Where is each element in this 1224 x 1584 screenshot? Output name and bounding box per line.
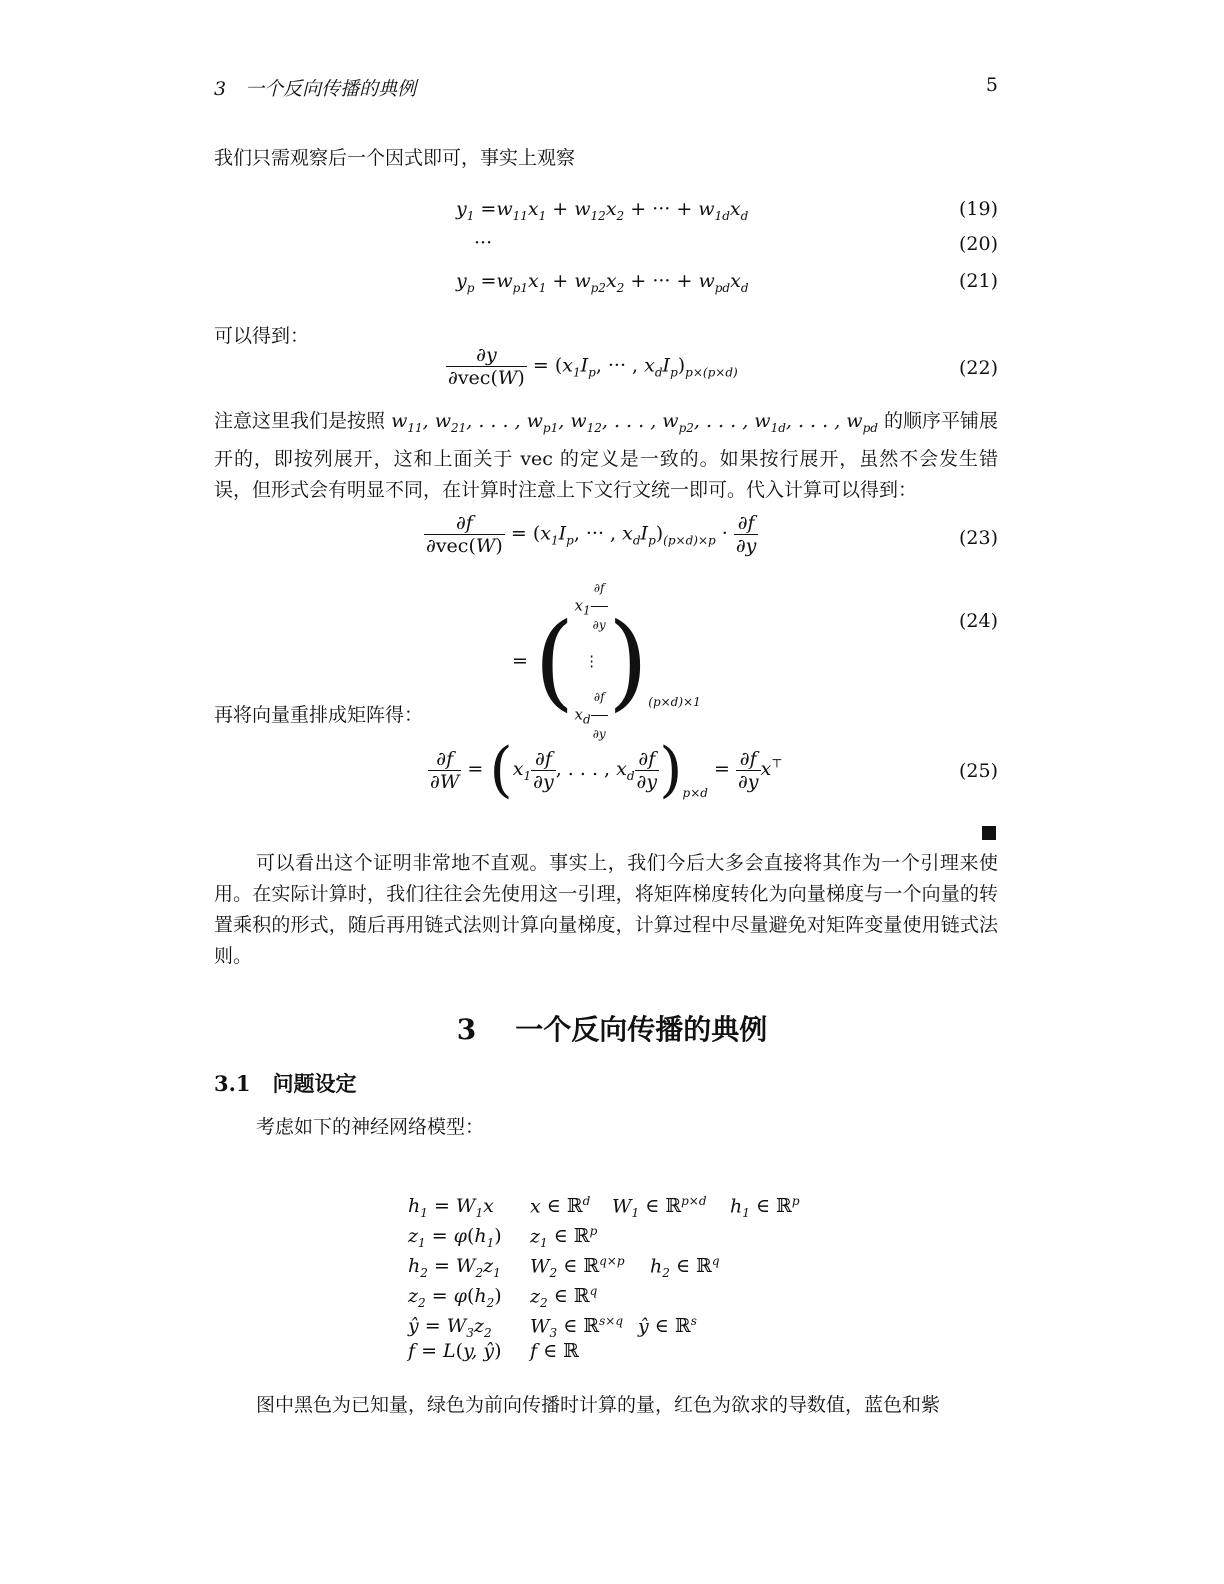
equation-20: ··· xyxy=(474,232,493,254)
paragraph: 再将向量重排成矩阵得： xyxy=(214,704,424,726)
model-row: $h_2 = W_2z_1$ $W_2$ ∈ ℝ$^{q\times p}$ $h_2$ ∈ ℝ$^q$ xyxy=(408,1254,720,1281)
paragraph: 考虑如下的神经网络模型： xyxy=(256,1116,485,1138)
model-row: $h_1 = W_1x$ x ∈ ℝ$^d$ $W_1$ ∈ ℝ$^{p\times d}$ $h_1$ ∈ ℝ$^p$ xyxy=(408,1194,800,1221)
running-header: 3 一个反向传播的典例 xyxy=(214,78,417,100)
section-title xyxy=(0,1008,1224,1048)
paragraph xyxy=(214,406,998,506)
equation-23: $\frac{\partial f}{\text{∂vec(W)}}$ = ($x_1I_p$, ··· , $x_dI_p)_{(p\times d)\times p}$ · $\frac{\partial f}{\partial y}$ xyxy=(426,512,757,557)
network-model-equations xyxy=(408,1186,800,1366)
subsection-number: 3.1 xyxy=(214,1071,251,1096)
equation-24: = ($x_1$ $\frac{\partial f}{\partial y}$ ⋮ $x_d$ $\frac{\partial f}{\partial y}$ )$_{(p\times d)\times 1}$ xyxy=(512,570,701,752)
section-number: 3 xyxy=(456,1013,477,1046)
paragraph-text: 注意这里我们是按照 xyxy=(214,410,392,432)
model-row: $z_1 = \varphi(h_1)$ $z_1$ ∈ ℝ$^p$ xyxy=(408,1224,598,1251)
equation-21: $y_p =w_{p1}x_1 + w_{p2}x_2$ + ··· + $w_{pd}x_d$ xyxy=(456,270,749,295)
equation-number: (20) xyxy=(958,233,998,255)
section-title-text: 一个反向传播的典例 xyxy=(515,1013,768,1046)
equation-number: (21) xyxy=(958,270,998,292)
subsection-title-text: 问题设定 xyxy=(272,1071,357,1096)
inline-math: $w_{11}$, $w_{21}$, . . . , $w_{p1}$, $w_{12}$, . . . , $w_{p2}$, . . . , $w_{1d}$, . . . , $w_{pd}$ xyxy=(391,410,878,435)
model-row: $z_2 = \varphi(h_2)$ $z_2$ ∈ ℝ$^q$ xyxy=(408,1284,598,1311)
equation-25: $\frac{\partial f}{\partial W}$ = ($x_1$ $\frac{\partial f}{\partial y}$ , . . . , $x_d$ $\frac{\partial f}{\partial y}$ )$_{p\times d}$ = $\frac{\partial f}{\partial y}$ x⊤ xyxy=(430,735,783,805)
equation-number: (19) xyxy=(958,198,998,220)
paragraph: 可以得到： xyxy=(214,325,310,347)
equation-number: (25) xyxy=(958,760,998,782)
model-row: ŷ = $W_3z_2$ $W_3$ ∈ ℝ$^{s\times q}$ ŷ ∈ ℝ$^s$ xyxy=(408,1314,697,1341)
paragraph-text: 的顺序平铺展开的，即按列展开，这和上面关于 vec 的定义是一致的。如果按行展开，虽然不会发生错误，但形式会有明显不同，在计算时注意上下文行文统一即可。代入计算可以得到： xyxy=(214,410,998,501)
model-row: f = L(y, ŷ) f ∈ ℝ xyxy=(408,1340,579,1362)
qed-symbol xyxy=(982,826,996,840)
page-number: 5 xyxy=(985,74,998,96)
paragraph: 可以看出这个证明非常地不直观。事实上，我们今后大多会直接将其作为一个引理来使用。在实际计算时，我们往往会先使用这一引理，将矩阵梯度转化为向量梯度与一个向量的转置乘积的形式，随后再用链式法则计算向量梯度，计算过程中尽量避免对矩阵变量使用链式法则。 xyxy=(214,852,998,967)
equation-22: $\frac{\partial y}{\text{∂vec(W)}}$ = ($x_1I_p$, ··· , $x_dI_p)_{p\times(p\times d)}$ xyxy=(448,344,738,389)
equation-number: (24) xyxy=(958,610,998,632)
subsection-title xyxy=(214,1068,356,1098)
equation-19: $y_1 =w_{11}x_1 + w_{12}x_2$ + ··· + $w_{1d}x_d$ xyxy=(456,198,749,223)
paragraph: 我们只需观察后一个因式即可，事实上观察 xyxy=(214,147,576,169)
equation-number: (23) xyxy=(958,527,998,549)
paragraph: 图中黑色为已知量，绿色为前向传播时计算的量，红色为欲求的导数值，蓝色和紫 xyxy=(256,1394,941,1416)
equation-number: (22) xyxy=(958,357,998,379)
